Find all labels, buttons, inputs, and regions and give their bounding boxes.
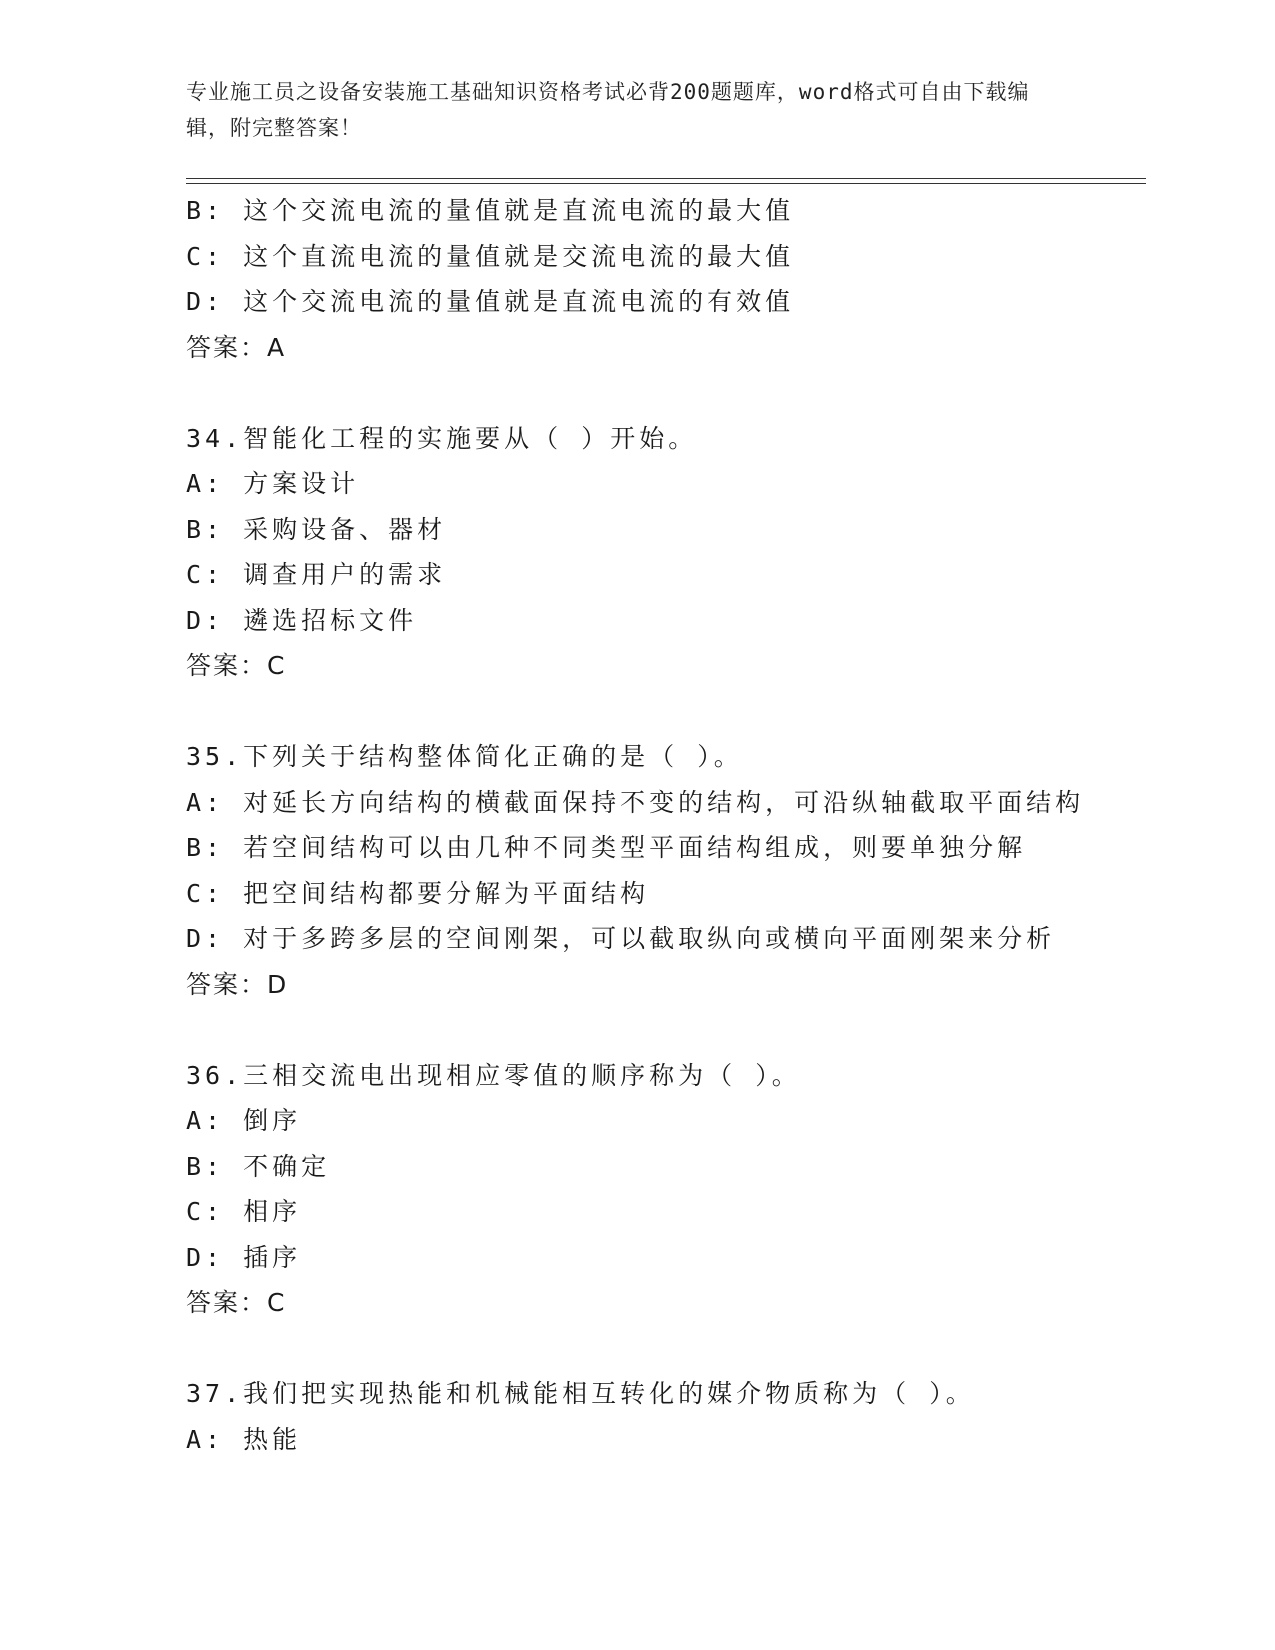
header-divider-top	[186, 178, 1146, 179]
question-stem: 35.下列关于结构整体简化正确的是（ ）。	[186, 742, 743, 771]
question-34	[186, 416, 1146, 689]
option-a: A: 方案设计	[186, 469, 360, 498]
option-b: B: 若空间结构可以由几种不同类型平面结构组成，则要单独分解	[186, 833, 1027, 862]
question-36	[186, 1053, 1146, 1326]
question-33-continuation	[186, 188, 1146, 370]
option-c: C: 相序	[186, 1197, 302, 1226]
option-b: B: 采购设备、器材	[186, 514, 447, 544]
document-header-title: 专业施工员之设备安装施工基础知识资格考试必背200题题库，word格式可自由下载编辑，附完整答案！	[186, 80, 1030, 140]
option-c: C: 这个直流电流的量值就是交流电流的最大值	[186, 241, 795, 271]
answer-line: 答案：C	[186, 651, 287, 680]
option-a: A: 倒序	[186, 1106, 302, 1135]
option-a: A: 对延长方向结构的横截面保持不变的结构，可沿纵轴截取平面结构	[186, 787, 1085, 817]
question-stem: 36.三相交流电出现相应零值的顺序称为（ ）。	[186, 1060, 801, 1090]
answer-line: 答案：D	[186, 969, 289, 999]
question-35	[186, 734, 1146, 1007]
option-d: D: 遴选招标文件	[186, 605, 418, 635]
question-spacer	[186, 1326, 1146, 1372]
question-stem: 37.我们把实现热能和机械能相互转化的媒介物质称为（ ）。	[186, 1379, 975, 1408]
question-spacer	[186, 689, 1146, 735]
option-d: D: 这个交流电流的量值就是直流电流的有效值	[186, 287, 795, 316]
question-spacer	[186, 1007, 1146, 1053]
question-37	[186, 1371, 1146, 1462]
option-c: C: 调查用户的需求	[186, 560, 447, 589]
answer-line: 答案：C	[186, 1288, 287, 1317]
option-a: A: 热能	[186, 1424, 302, 1454]
question-stem: 34.智能化工程的实施要从（ ）开始。	[186, 423, 698, 453]
option-d: D: 插序	[186, 1242, 302, 1272]
option-c: C: 把空间结构都要分解为平面结构	[186, 878, 650, 908]
option-b: B: 这个交流电流的量值就是直流电流的最大值	[186, 196, 795, 225]
option-d: D: 对于多跨多层的空间刚架，可以截取纵向或横向平面刚架来分析	[186, 924, 1056, 953]
question-list	[186, 188, 1146, 1462]
header-divider-bottom	[186, 183, 1146, 184]
question-spacer	[186, 370, 1146, 416]
option-b: B: 不确定	[186, 1151, 331, 1181]
answer-line: 答案：A	[186, 332, 287, 362]
